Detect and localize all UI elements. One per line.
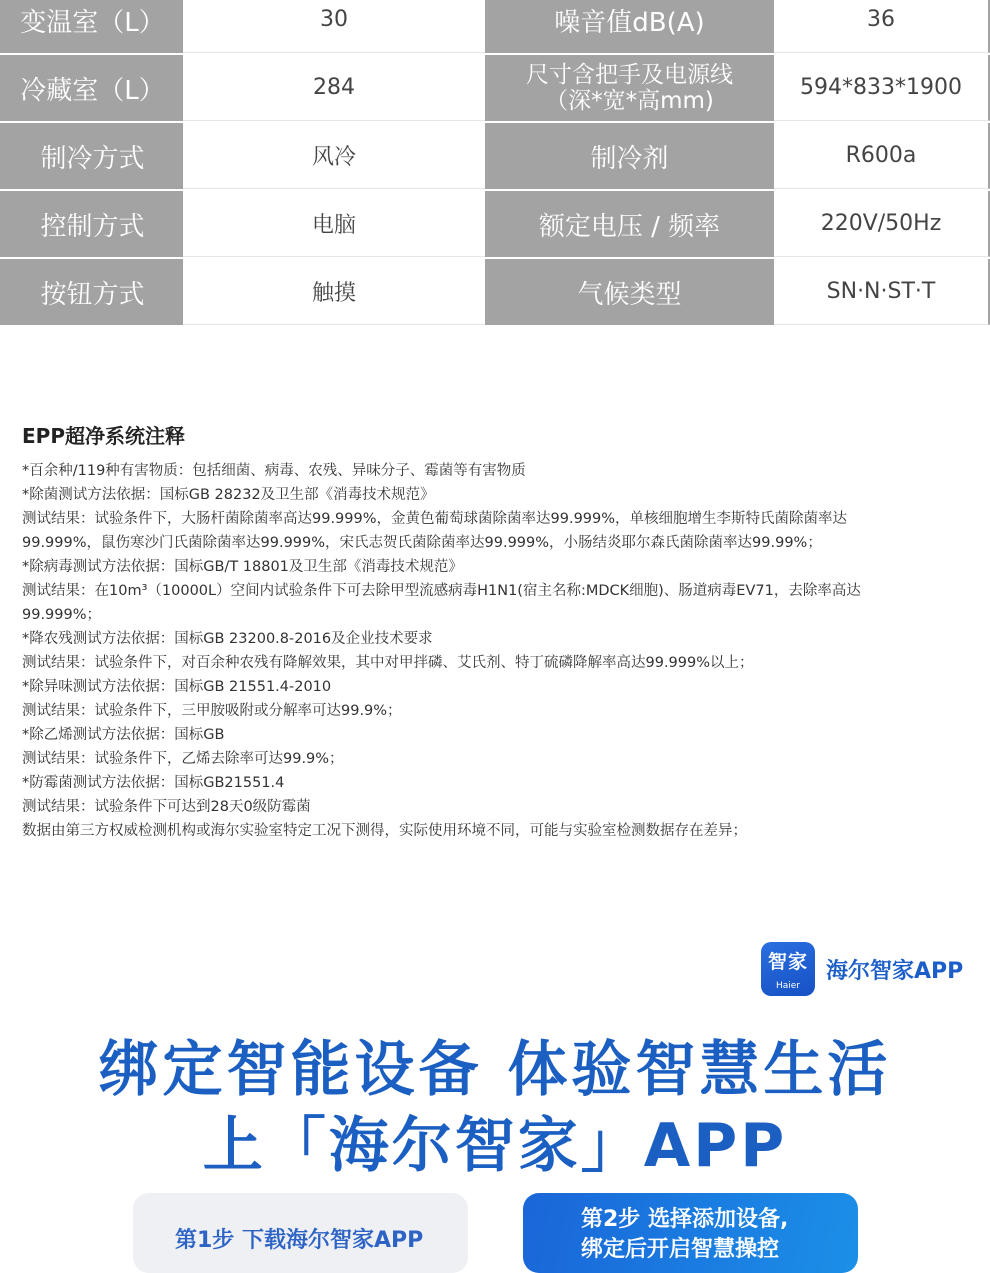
spec-label-line: （深*宽*高mm) — [545, 88, 714, 114]
step-1-label: 第1步 下载海尔智家APP — [175, 1228, 424, 1253]
spec-label: 变温室（L） — [0, 0, 183, 53]
note-line: *除异味测试方法依据：国标GB 21551.4-2010 — [22, 679, 332, 695]
step-1-card — [133, 1193, 468, 1273]
note-line: 测试结果：试验条件下，对百余种农残有降解效果，其中对甲拌磷、艾氏剂、特丁硫磷降解率高达99.999%以上； — [22, 655, 754, 671]
spec-label: 额定电压 / 频率 — [485, 191, 774, 257]
haier-smart-home-logo-icon — [761, 942, 815, 996]
epp-notes — [22, 420, 972, 843]
spec-value: SN·N·ST·T — [774, 259, 990, 325]
spec-label: 气候类型 — [485, 259, 774, 325]
logo-sub-text: Haier — [775, 981, 801, 991]
note-line: *防霉菌测试方法依据：国标GB21551.4 — [22, 775, 285, 791]
spec-row — [0, 0, 990, 53]
spec-label: 按钮方式 — [0, 259, 183, 325]
spec-row — [0, 55, 990, 121]
note-line: *降农残测试方法依据：国标GB 23200.8-2016及企业技术要求 — [22, 631, 433, 647]
note-line: *除菌测试方法依据：国标GB 28232及卫生部《消毒技术规范》 — [22, 487, 435, 503]
spec-value: 284 — [183, 55, 485, 121]
logo-main-text: 智家 — [767, 951, 808, 973]
note-line: *除病毒测试方法依据：国标GB/T 18801及卫生部《消毒技术规范》 — [22, 559, 463, 575]
spec-label: 制冷方式 — [0, 123, 183, 189]
spec-value: 风冷 — [183, 123, 485, 189]
note-line: 数据由第三方权威检测机构或海尔实验室特定工况下测得，实际使用环境不同，可能与实验室检测数据存在差异； — [22, 823, 747, 839]
spec-row — [0, 191, 990, 257]
spec-value: 触摸 — [183, 259, 485, 325]
step-2-label-line2: 绑定后开启智慧操控 — [581, 1237, 780, 1262]
spec-value: 36 — [774, 0, 990, 53]
note-line: 测试结果：试验条件下可达到28天0级防霉菌 — [22, 799, 311, 815]
spec-label: 噪音值dB(A) — [485, 0, 774, 53]
note-line: 测试结果：在10m³（10000L）空间内试验条件下可去除甲型流感病毒H1N1(宿主名称:MDCK细胞)、肠道病毒EV71，去除率高达 — [22, 583, 861, 599]
step-2-card — [523, 1193, 858, 1273]
note-line: 测试结果：试验条件下，大肠杆菌除菌率高达99.999%，金黄色葡萄球菌除菌率达99.999%，单核细胞增生李斯特氏菌除菌率达 — [22, 511, 848, 527]
spec-value: 电脑 — [183, 191, 485, 257]
spec-label — [485, 55, 774, 121]
notes-title: EPP超净系统注释 — [22, 424, 185, 448]
spec-label-line: 尺寸含把手及电源线 — [526, 62, 733, 88]
note-line: 测试结果：试验条件下，三甲胺吸附或分解率可达99.9%； — [22, 703, 402, 719]
note-line: *除乙烯测试方法依据：国标GB — [22, 727, 225, 743]
spec-table — [0, 0, 990, 327]
spec-value: 30 — [183, 0, 485, 53]
note-line: *百余种/119种有害物质：包括细菌、病毒、农残、异味分子、霉菌等有害物质 — [22, 463, 526, 479]
spec-value: 594*833*1900 — [774, 55, 990, 121]
headline-secondary: 上「海尔智家」APP — [202, 1111, 788, 1181]
note-line: 测试结果：试验条件下，乙烯去除率可达99.9%； — [22, 751, 344, 767]
step-2-label-line1: 第2步 选择添加设备, — [581, 1207, 789, 1232]
headline-primary: 绑定智能设备 体验智慧生活 — [98, 1035, 892, 1105]
note-line: 99.999%； — [22, 607, 102, 623]
spec-value: R600a — [774, 123, 990, 189]
app-name: 海尔智家APP — [826, 959, 964, 984]
note-line: 99.999%，鼠伤寒沙门氏菌除菌率达99.999%，宋氏志贺氏菌除菌率达99.999%，小肠结炎耶尔森氏菌除菌率达99.99%； — [22, 535, 822, 551]
spec-row — [0, 259, 990, 325]
spec-value: 220V/50Hz — [774, 191, 990, 257]
spec-label: 制冷剂 — [485, 123, 774, 189]
spec-label: 冷藏室（L） — [0, 55, 183, 121]
spec-row — [0, 123, 990, 189]
spec-label: 控制方式 — [0, 191, 183, 257]
